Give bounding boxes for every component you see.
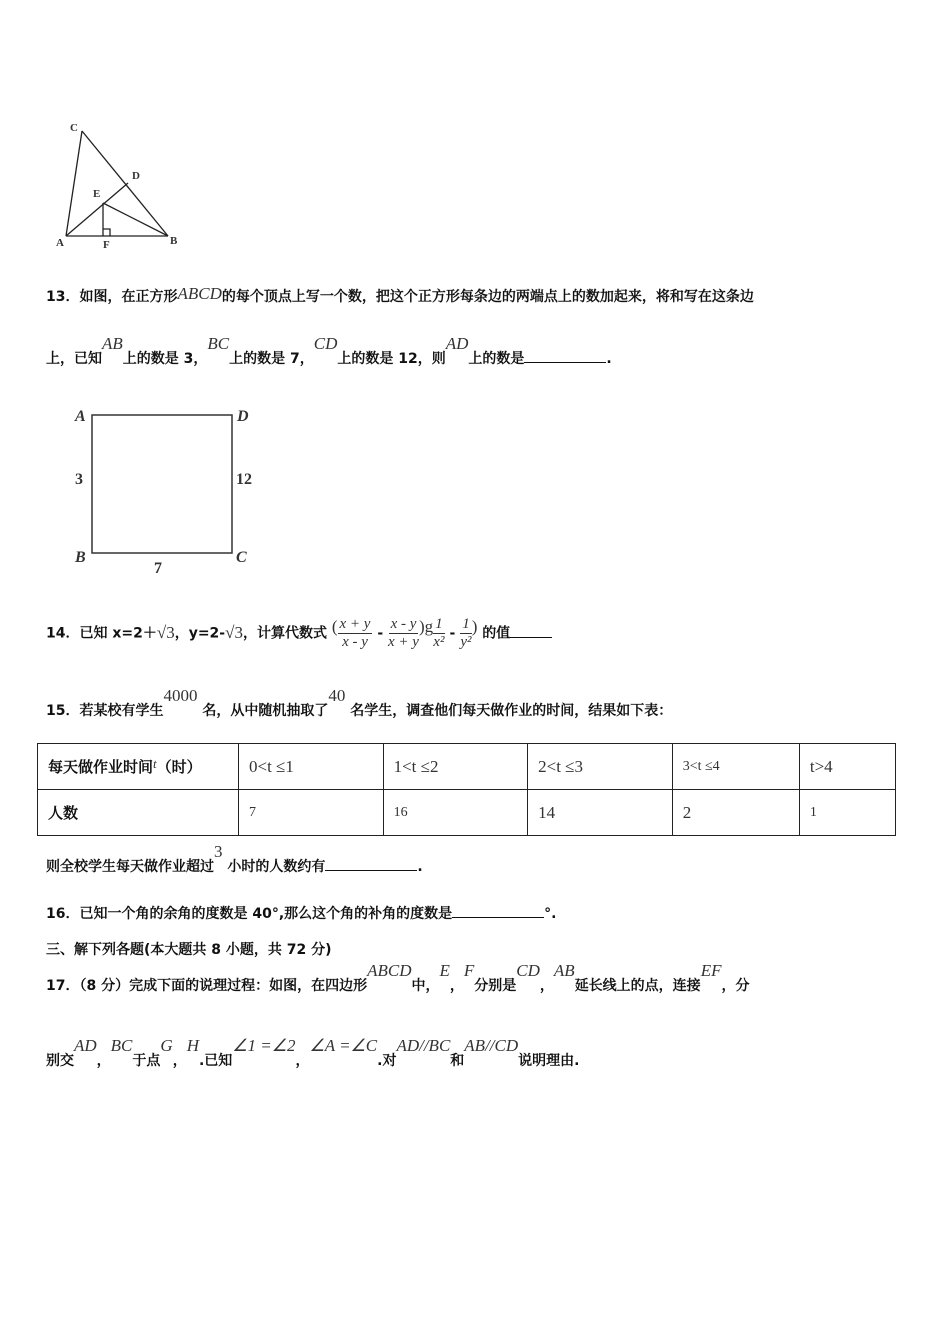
svg-text:F: F xyxy=(103,239,110,251)
question-17-line1: 17．（8 分）完成下面的说理过程：如图，在四边形ABCD中，E，F分别是CD，AB延长线上的点，连接EF，分 xyxy=(46,961,750,994)
svg-text:A: A xyxy=(56,237,64,249)
square-figure xyxy=(92,415,232,553)
question-15: 15．若某校有学生4000 名，从中随机抽取了40 名学生，调查他们每天做作业的时间，结果如下表： xyxy=(46,686,673,719)
section-3-heading: 三、解下列各题(本大题共 8 小题，共 72 分) xyxy=(46,942,332,958)
svg-text:B: B xyxy=(75,549,86,566)
question-13-line2: 上，已知AB上的数是 3，BC上的数是 7，CD上的数是 12，则AD上的数是 . xyxy=(46,334,612,367)
table-row: 人数 7 16 14 2 1 xyxy=(38,790,896,836)
table-row: 每天做作业时间t（时） 0<t ≤1 1<t ≤2 2<t ≤3 3<t ≤4 t>4 xyxy=(38,744,896,790)
question-13-line1: 13．如图，在正方形ABCD的每个顶点上写一个数，把这个正方形每条边的两端点上的数加起来，将和写在这条边 xyxy=(46,284,754,305)
svg-text:E: E xyxy=(93,188,101,200)
answer-blank[interactable] xyxy=(325,870,417,871)
question-15-followup: 则全校学生每天做作业超过3 小时的人数约有 . xyxy=(46,842,423,875)
svg-text:A: A xyxy=(75,408,86,425)
answer-blank[interactable] xyxy=(452,917,544,918)
svg-text:D: D xyxy=(237,408,249,425)
svg-text:12: 12 xyxy=(236,471,252,488)
question-14: 14．已知 x=2＋√3，y=2-√3，计算代数式 ( $\frac{x + y}{x - y}$ - $\frac{x - y}{x + y}$ )g $\frac{1}{\text{x²}}$ - $\frac{1}{\text{y²}}$ ) 的值 xyxy=(46,616,552,651)
svg-text:C: C xyxy=(70,122,78,134)
svg-text:D: D xyxy=(132,170,140,182)
svg-text:3: 3 xyxy=(75,471,83,488)
answer-blank[interactable] xyxy=(510,637,552,638)
answer-blank[interactable] xyxy=(524,362,606,363)
svg-text:7: 7 xyxy=(154,560,162,577)
question-16: 16．已知一个角的余角的度数是 40°,那么这个角的补角的度数是 °. xyxy=(46,906,557,922)
svg-text:B: B xyxy=(170,235,178,247)
triangle-figure xyxy=(66,131,168,236)
svg-text:C: C xyxy=(236,549,247,566)
homework-time-table xyxy=(37,743,896,836)
question-17-line2: 别交AD，BC于点G，H.已知∠1 =∠2，∠A =∠C.对AD//BC和AB//CD说明理由. xyxy=(46,1036,580,1069)
